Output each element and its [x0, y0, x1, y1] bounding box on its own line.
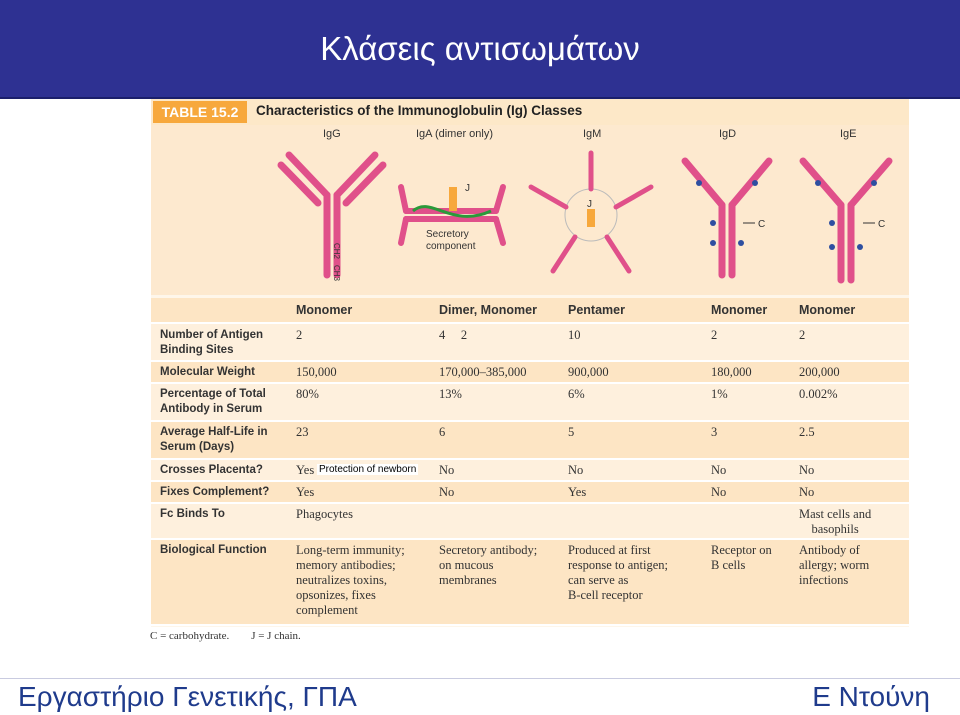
table-cell: No: [568, 463, 584, 477]
table-cell: No: [439, 485, 455, 499]
table-cell: Mast cells and basophils: [799, 507, 872, 536]
table-cell: 150,000: [296, 365, 337, 379]
table-cell: No: [799, 463, 815, 477]
j-chain-igm: [587, 209, 595, 227]
j-chain-iga: [449, 187, 457, 211]
table-cell: 13%: [439, 387, 462, 401]
igm-label: IgM: [583, 128, 602, 140]
table-cell: 6: [439, 425, 446, 439]
igd-label: IgD: [719, 128, 737, 140]
table-cell: 6%: [568, 387, 585, 401]
structure-igd: Monomer: [711, 303, 768, 317]
row-label: Molecular Weight: [160, 366, 255, 378]
structure-igm: Pentamer: [568, 303, 625, 317]
row-label: Fixes Complement?: [160, 486, 270, 498]
table-cell: Produced at first response to antigen; can serve as B-cell receptor: [568, 543, 668, 602]
slide-title: Κλάσεις αντισωμάτων: [320, 30, 640, 67]
protection-annotation: Protection of newborn: [319, 464, 417, 475]
table-row: [151, 540, 909, 626]
table-row: [151, 482, 909, 504]
igm-j-label: J: [587, 199, 592, 210]
table-cell: 0.002%: [799, 387, 838, 401]
table-row: [151, 422, 909, 460]
table-cell: No: [711, 485, 727, 499]
table-cell: Receptor on B cells: [711, 543, 772, 572]
row-label: Crosses Placenta?: [160, 464, 263, 476]
footer-author: Ε Ντούνη: [812, 681, 930, 712]
table-cell: 900,000: [568, 365, 609, 379]
row-label: Average Half-Life in Serum (Days): [160, 426, 268, 453]
table-cell: 2.5: [799, 425, 815, 439]
table-cell: 3: [711, 425, 718, 439]
table-cell: 1%: [711, 387, 728, 401]
iga-label: IgA (dimer only): [416, 128, 494, 140]
footnote: C = carbohydrate. J = J chain.: [150, 630, 301, 642]
table-cell: 5: [568, 425, 575, 439]
table-cell: No: [711, 463, 727, 477]
table-cell: 2: [296, 328, 303, 342]
structure-ige: Monomer: [799, 303, 856, 317]
ige-label: IgE: [840, 128, 857, 140]
table-cell: No: [799, 485, 815, 499]
component-label: component: [426, 241, 476, 252]
ige-structure: [803, 161, 889, 280]
iga-j-label: J: [465, 183, 470, 194]
table-header-row: [151, 298, 909, 324]
table-row: [151, 362, 909, 384]
table-cell: 4 2: [439, 328, 468, 342]
footer-divider: [0, 678, 960, 679]
table-cell: Phagocytes: [296, 507, 353, 521]
table-caption: Characteristics of the Immunoglobulin (Ig) Classes: [256, 103, 583, 118]
table-cell: Yes: [296, 485, 315, 499]
table-cell: 10: [568, 328, 581, 342]
table-tag: TABLE 15.2: [153, 101, 247, 123]
ige-c-label: C: [878, 219, 886, 230]
row-label: Number of Antigen Binding Sites: [160, 329, 264, 356]
igg-structure: [281, 155, 383, 275]
footer-lab-name: Εργαστήριο Γενετικής, ΓΠΑ: [18, 681, 357, 712]
caption-bar: [151, 99, 909, 125]
table-cell: Antibody of allergy; worm infections: [799, 543, 870, 587]
antibody-illustration: [151, 125, 909, 295]
table-cell: Yes: [296, 463, 315, 477]
table-cell: 2: [711, 328, 718, 342]
table-figure: [151, 99, 909, 627]
row-label: Biological Function: [160, 544, 267, 556]
row-label: Percentage of Total Antibody in Serum: [160, 388, 266, 415]
igd-structure: [685, 161, 769, 275]
table-row: [151, 504, 909, 540]
table-cell: 23: [296, 425, 309, 439]
igd-c-label: C: [758, 219, 766, 230]
table-cell: 180,000: [711, 365, 752, 379]
ch3-label: CH3: [332, 265, 341, 282]
table-cell: Secretory antibody; on mucous membranes: [439, 543, 538, 587]
table-cell: No: [439, 463, 455, 477]
table-row: [151, 324, 909, 362]
table-row: [151, 460, 909, 482]
table-cell: 170,000–385,000: [439, 365, 527, 379]
table-cell: 80%: [296, 387, 319, 401]
table-row: [151, 384, 909, 422]
table-cell: 2: [799, 328, 806, 342]
structure-iga: Dimer, Monomer: [439, 303, 537, 317]
table-cell: Yes: [568, 485, 587, 499]
igg-label: IgG: [323, 128, 341, 140]
antibody-drawings: [151, 125, 909, 295]
ch2-label: CH2: [332, 243, 341, 260]
secretory-label: Secretory: [426, 229, 469, 240]
structure-igg: Monomer: [296, 303, 353, 317]
title-bar: [0, 0, 960, 99]
row-label: Fc Binds To: [160, 508, 225, 520]
table-cell: 200,000: [799, 365, 840, 379]
table-cell: Long-term immunity; memory antibodies; neutralizes toxins, opsonizes, fixes complement: [296, 543, 405, 617]
